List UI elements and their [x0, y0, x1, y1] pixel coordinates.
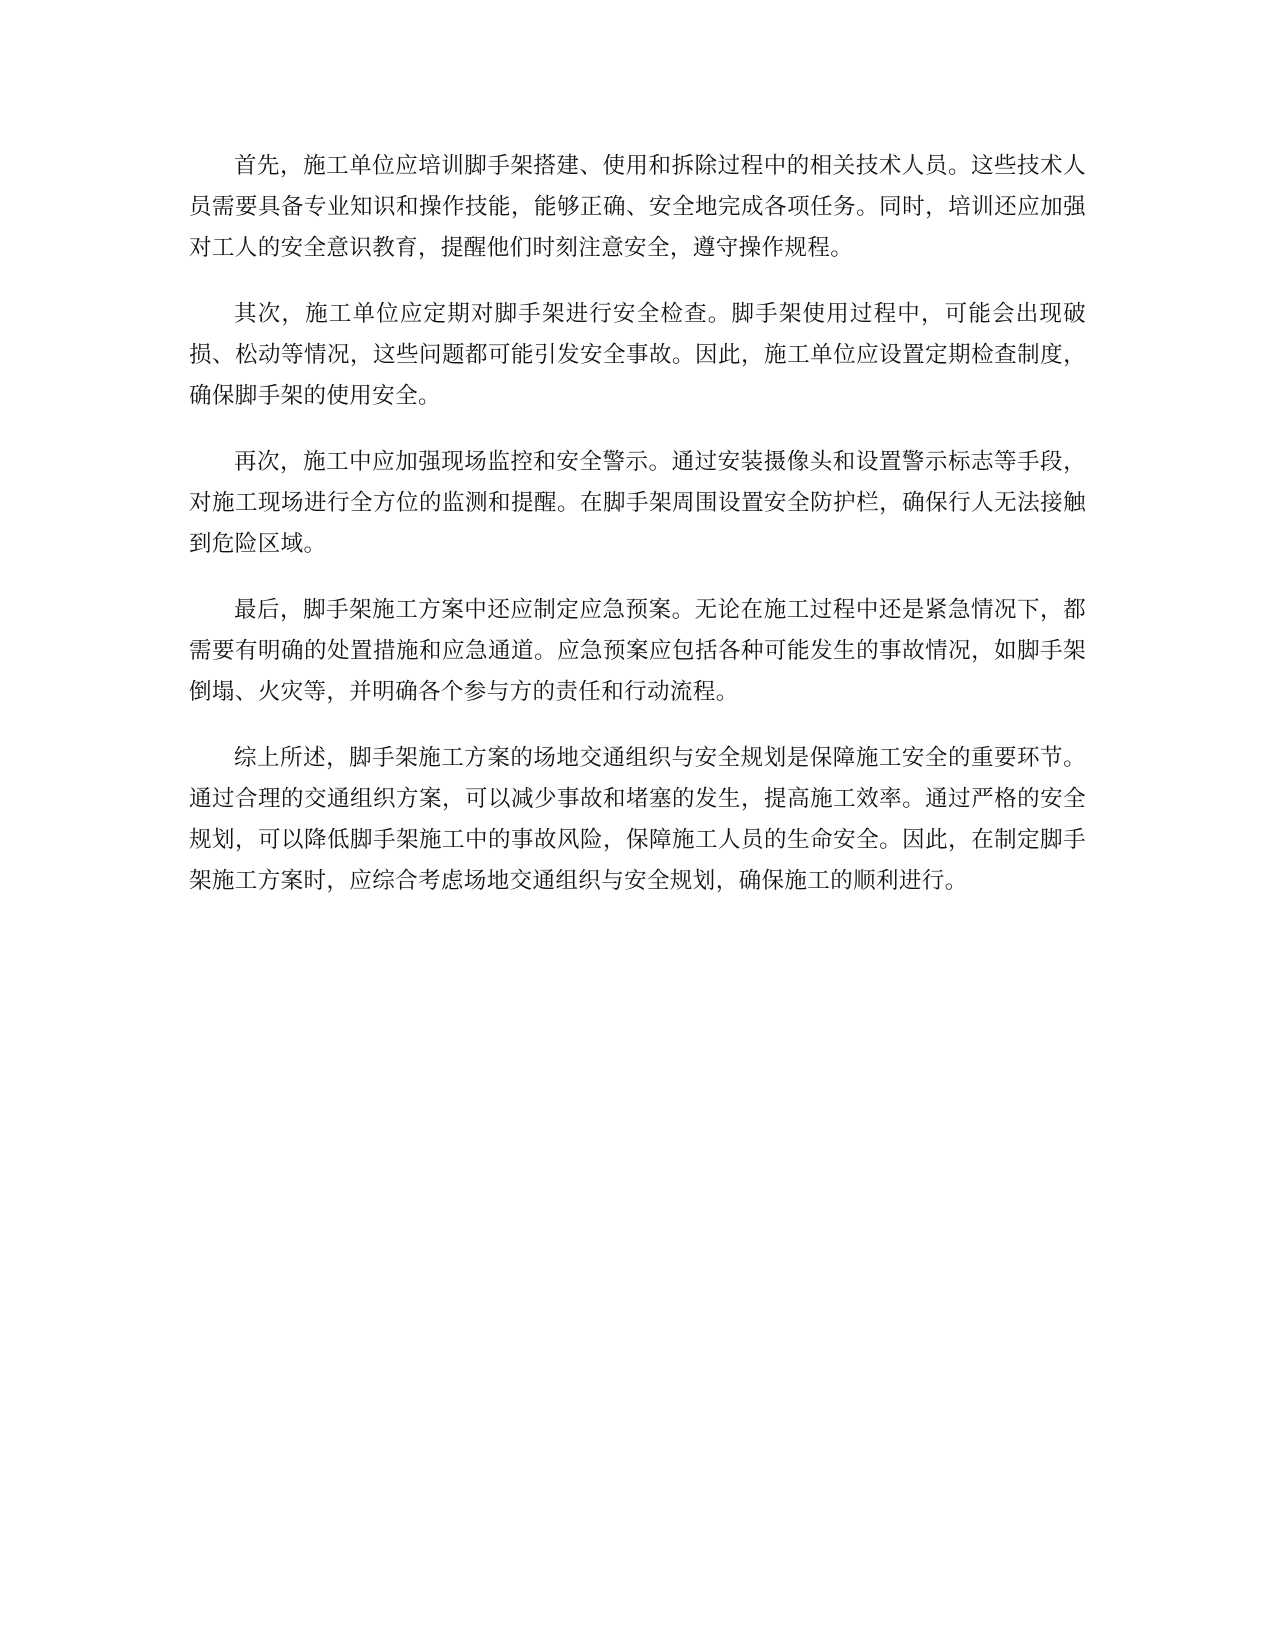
paragraph-training: 首先，施工单位应培训脚手架搭建、使用和拆除过程中的相关技术人员。这些技术人员需要具备专业知识和操作技能，能够正确、安全地完成各项任务。同时，培训还应加强对工人的安全意识教育，提醒他们时刻注意安全，遵守操作规程。: [189, 153, 1086, 261]
paragraph-inspection: 其次，施工单位应定期对脚手架进行安全检查。脚手架使用过程中，可能会出现破损、松动等情况，这些问题都可能引发安全事故。因此，施工单位应设置定期检查制度，确保脚手架的使用安全。: [189, 301, 1086, 409]
paragraph-emergency-plan: 最后，脚手架施工方案中还应制定应急预案。无论在施工过程中还是紧急情况下，都需要有明确的处置措施和应急通道。应急预案应包括各种可能发生的事故情况，如脚手架倒塌、火灾等，并明确各个参与方的责任和行动流程。: [189, 597, 1086, 705]
document-body: [189, 146, 1086, 902]
paragraph-summary: 综上所述，脚手架施工方案的场地交通组织与安全规划是保障施工安全的重要环节。通过合理的交通组织方案，可以减少事故和堵塞的发生，提高施工效率。通过严格的安全规划，可以降低脚手架施工中的事故风险，保障施工人员的生命安全。因此，在制定脚手架施工方案时，应综合考虑场地交通组织与安全规划，确保施工的顺利进行。: [189, 745, 1086, 894]
paragraph-monitoring: 再次，施工中应加强现场监控和安全警示。通过安装摄像头和设置警示标志等手段，对施工现场进行全方位的监测和提醒。在脚手架周围设置安全防护栏，确保行人无法接触到危险区域。: [189, 449, 1086, 557]
